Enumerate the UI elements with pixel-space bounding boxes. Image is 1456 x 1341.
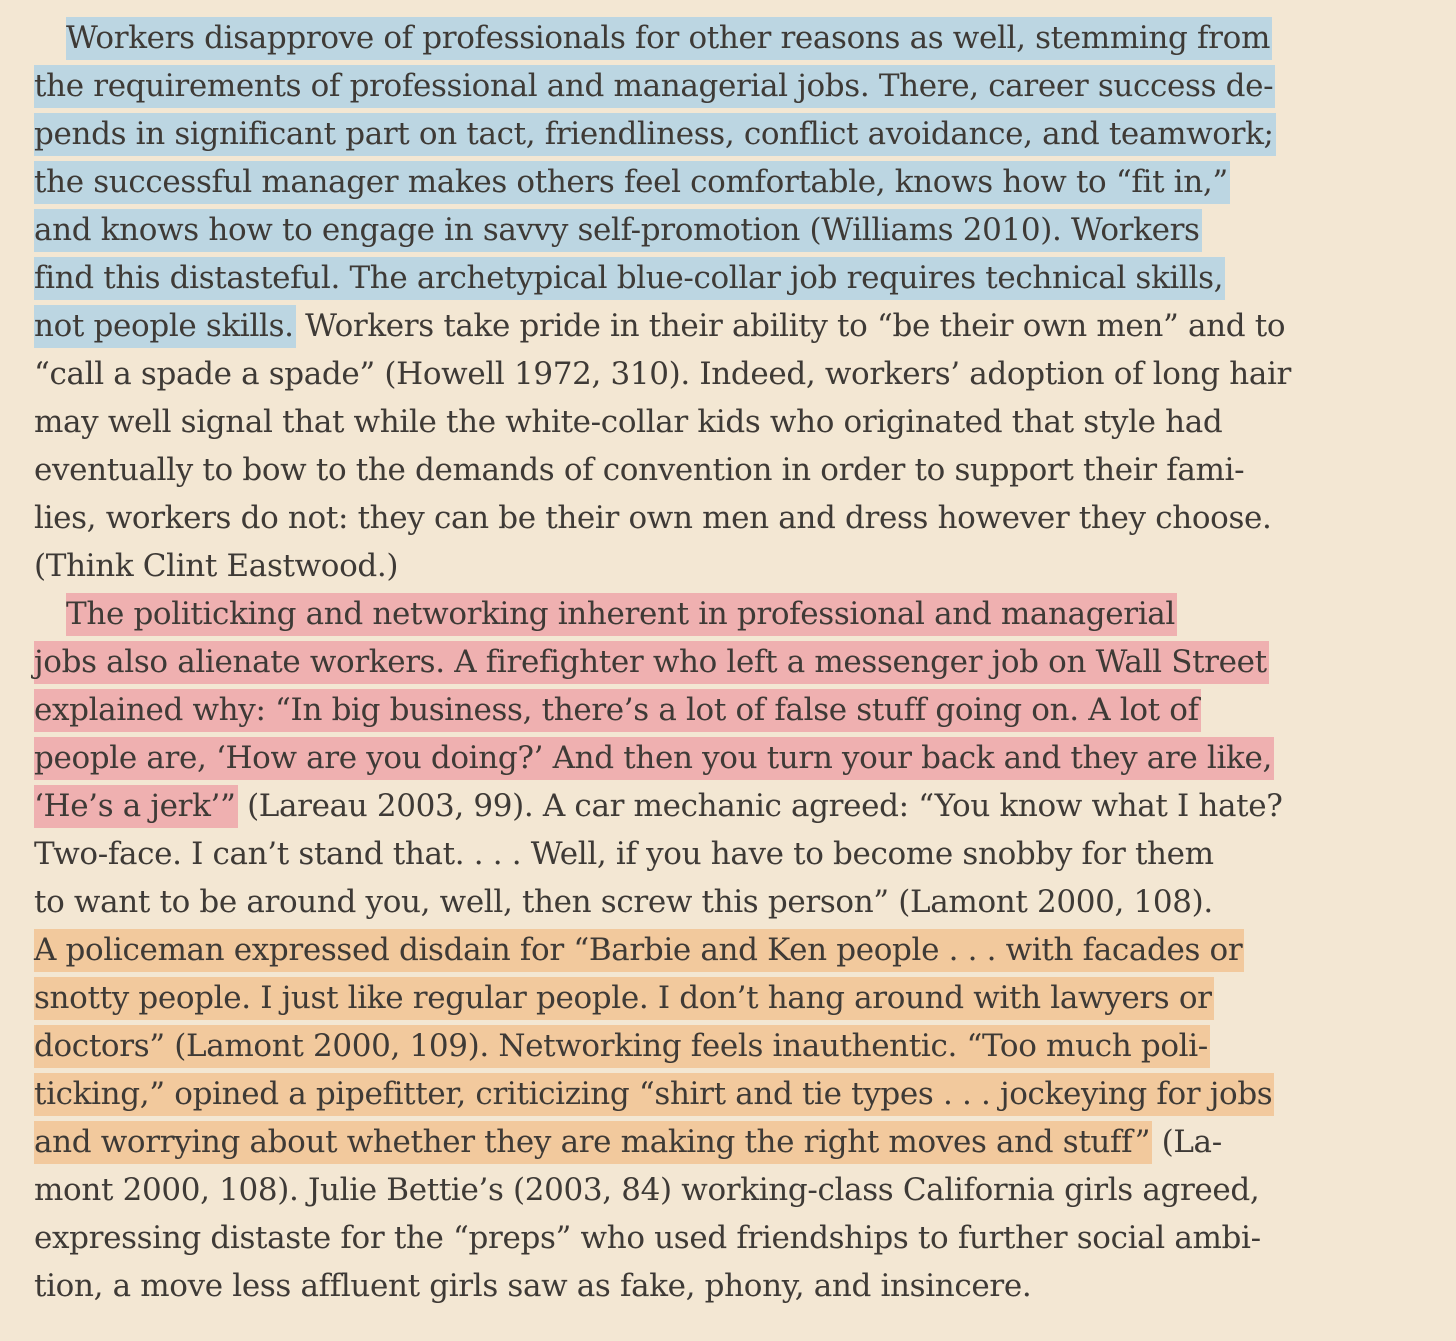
text-line [34, 1118, 1222, 1166]
body-text: Workers take pride in their ability to “be their own men” and to [295, 308, 1286, 344]
body-text: lies, workers do not: they can be their own men and dress however they choose. [34, 500, 1272, 536]
body-text: tion, a move less affluent girls saw as fake, phony, and insincere. [34, 1268, 1032, 1304]
text-line [34, 830, 1214, 878]
highlight-orange[interactable]: snotty people. I just like regular people. I don’t hang around with lawyers or [34, 977, 1214, 1020]
text-line [34, 1262, 1031, 1310]
text-line [66, 14, 1272, 62]
highlight-blue[interactable]: the successful manager makes others feel comfortable, knows how to “fit in,” [34, 161, 1230, 204]
text-line [34, 350, 1291, 398]
highlight-blue[interactable]: find this distasteful. The archetypical blue-collar job requires technical skills, [34, 257, 1225, 300]
highlight-pink[interactable]: The politicking and networking inherent in professional and managerial [66, 593, 1177, 636]
text-line [34, 1022, 1210, 1070]
text-line [34, 62, 1275, 110]
highlight-blue[interactable]: pends in significant part on tact, friendliness, conflict avoidance, and teamwork; [34, 113, 1276, 156]
highlight-pink[interactable]: ‘He’s a jerk’” [34, 785, 238, 828]
text-line [34, 1070, 1274, 1118]
highlight-orange[interactable]: and worrying about whether they are making the right moves and stuff” [34, 1121, 1152, 1164]
text-line [34, 782, 1283, 830]
text-line [34, 974, 1214, 1022]
body-text: Two-face. I can’t stand that. . . . Well, if you have to become snobby for them [34, 836, 1214, 872]
text-line [34, 254, 1225, 302]
text-line [66, 590, 1177, 638]
body-text: “call a spade a spade” (Howell 1972, 310). Indeed, workers’ adoption of long hair [34, 356, 1292, 392]
highlight-pink[interactable]: people are, ‘How are you doing?’ And then you turn your back and they are like, [34, 737, 1274, 780]
body-text: (Lareau 2003, 99). A car mechanic agreed: “You know what I hate? [237, 788, 1283, 824]
highlight-orange[interactable]: A policeman expressed disdain for “Barbie and Ken people . . . with facades or [34, 929, 1244, 972]
text-line [34, 734, 1274, 782]
body-text: mont 2000, 108). Julie Bettie’s (2003, 84) working-class California girls agreed, [34, 1172, 1260, 1208]
text-line [34, 158, 1230, 206]
text-line [34, 206, 1202, 254]
highlight-pink[interactable]: explained why: “In big business, there’s a lot of false stuff going on. A lot of [34, 689, 1201, 732]
body-text: eventually to bow to the demands of convention in order to support their fami- [34, 452, 1245, 488]
text-line [34, 398, 1222, 446]
text-line [34, 302, 1285, 350]
highlight-orange[interactable]: doctors” (Lamont 2000, 109). Networking feels inauthentic. “Too much poli- [34, 1025, 1210, 1068]
body-text: expressing distaste for the “preps” who used friendships to further social ambi- [34, 1220, 1261, 1256]
body-text: (Think Clint Eastwood.) [34, 548, 399, 584]
text-line [34, 110, 1276, 158]
text-line [34, 638, 1269, 686]
text-line [34, 1166, 1259, 1214]
text-line [34, 878, 1213, 926]
text-line [34, 446, 1244, 494]
highlight-orange[interactable]: ticking,” opined a pipefitter, criticizing “shirt and tie types . . . jockeying for jobs [34, 1073, 1274, 1116]
highlight-blue[interactable]: not people skills. [34, 305, 296, 348]
body-text: may well signal that while the white-collar kids who originated that style had [34, 404, 1223, 440]
highlight-blue[interactable]: the requirements of professional and managerial jobs. There, career success de- [34, 65, 1275, 108]
text-line [34, 926, 1244, 974]
highlight-blue[interactable]: Workers disapprove of professionals for other reasons as well, stemming from [66, 17, 1272, 60]
body-text: (La- [1152, 1124, 1222, 1160]
highlight-pink[interactable]: jobs also alienate workers. A firefighter who left a messenger job on Wall Street [34, 641, 1269, 684]
highlight-blue[interactable]: and knows how to engage in savvy self-promotion (Williams 2010). Workers [34, 209, 1202, 252]
text-line [34, 542, 398, 590]
text-line [34, 686, 1201, 734]
text-line [34, 494, 1272, 542]
body-text: to want to be around you, well, then screw this person” (Lamont 2000, 108). [34, 884, 1213, 920]
text-line [34, 1214, 1261, 1262]
